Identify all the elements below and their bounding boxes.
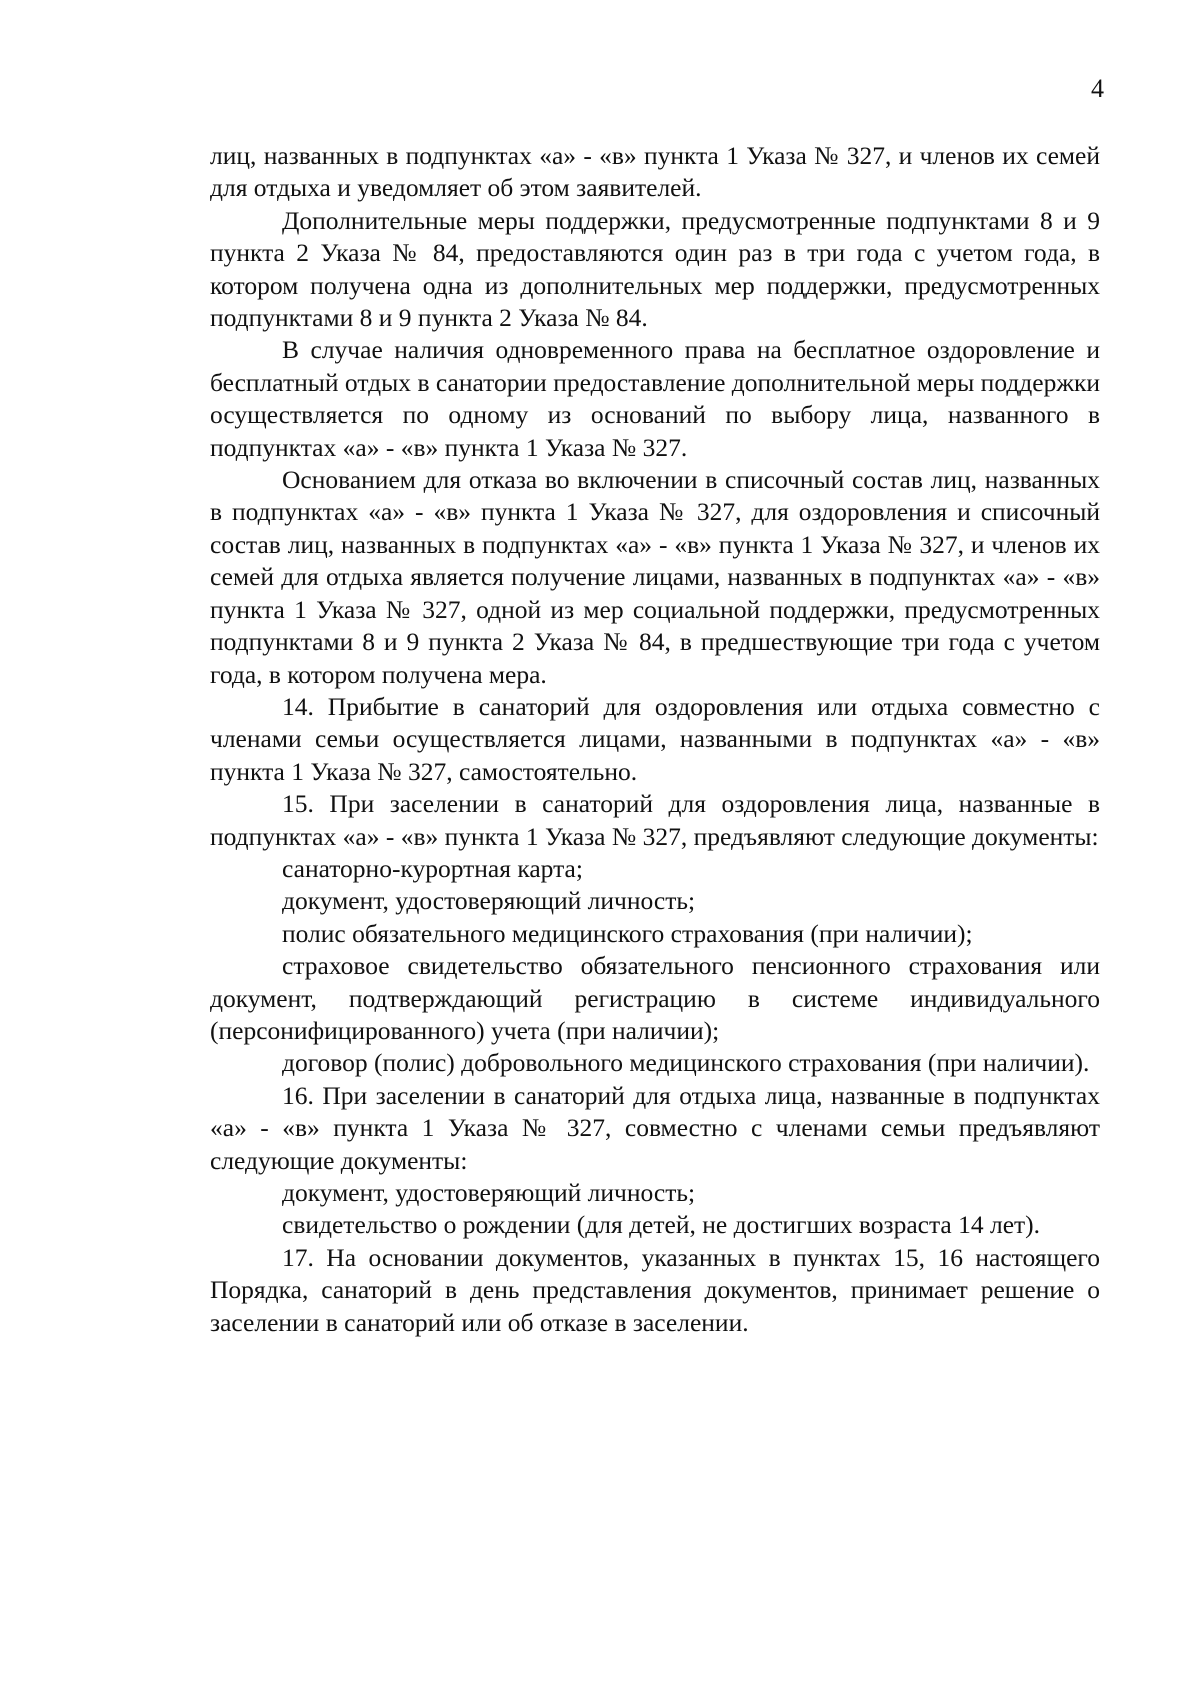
list-item: свидетельство о рождении (для детей, не достигших возраста 14 лет).: [282, 1210, 1041, 1240]
list-item: документ, удостоверяющий личность;: [282, 886, 696, 916]
list-item: договор (полис) добровольного медицинского страхования (при наличии).: [282, 1048, 1090, 1078]
paragraph-refusal-grounds: Основанием для отказа во включении в списочный состав лиц, названных в подпунктах «а» - «в» пункта 1 Указа № 327, для оздоровления и списочный состав лиц, названных в подпунктах «а» - «в» пункта 1 Указа № 327, и членов их семей для отдыха является получение лицами, названных в подпунктах «а» - «в» пункта 1 Указа № 327, одной из мер социальной поддержки, предусмотренных подпунктами 8 и 9 пункта 2 Указа № 84, в предшествующие три года с учетом года, в котором получена мера.: [210, 465, 1100, 689]
list-item: полис обязательного медицинского страхования (при наличии);: [282, 918, 973, 948]
document-body: [210, 140, 1100, 1339]
paragraph-item-15: 15. При заселении в санаторий для оздоровления лица, названные в подпунктах «а» - «в» пункта 1 Указа № 327, предъявляют следующие документы:: [210, 789, 1100, 851]
paragraph-continuation: лиц, названных в подпунктах «а» - «в» пункта 1 Указа № 327, и членов их семей для отдыха и уведомляет об этом заявителей.: [210, 141, 1100, 203]
paragraph-item-14: 14. Прибытие в санаторий для оздоровления или отдыха совместно с членами семьи осуществляется лицами, названными в подпунктах «а» - «в» пункта 1 Указа № 327, самостоятельно.: [210, 691, 1100, 786]
list-item: санаторно-курортная карта;: [282, 853, 583, 883]
list-item: страховое свидетельство обязательного пенсионного страхования или документ, подтверждающий регистрацию в системе индивидуального (персонифицированного) учета (при наличии);: [210, 951, 1100, 1045]
page-number: 4: [1091, 74, 1104, 103]
paragraph-item-16: 16. При заселении в санаторий для отдыха лица, названные в подпунктах «а» - «в» пункта 1 Указа № 327, совместно с членами семьи предъявляют следующие документы:: [210, 1080, 1100, 1175]
list-item: документ, удостоверяющий личность;: [282, 1178, 696, 1207]
paragraph-item-17: 17. На основании документов, указанных в пунктах 15, 16 настоящего Порядка, санаторий в день представления документов, принимает решение о заселении в санаторий или об отказе в заселении.: [210, 1242, 1100, 1337]
paragraph-simultaneous-right: В случае наличия одновременного права на бесплатное оздоровление и бесплатный отдых в санатории предоставление дополнительной меры поддержки осуществляется по одному из оснований по выбору лица, названного в подпунктах «а» - «в» пункта 1 Указа № 327.: [210, 335, 1100, 462]
paragraph-additional-measures: Дополнительные меры поддержки, предусмотренные подпунктами 8 и 9 пункта 2 Указа № 84, предоставляются один раз в три года с учетом года, в котором получена одна из дополнительных мер поддержки, предусмотренных подпунктами 8 и 9 пункта 2 Указа № 84.: [210, 205, 1100, 333]
